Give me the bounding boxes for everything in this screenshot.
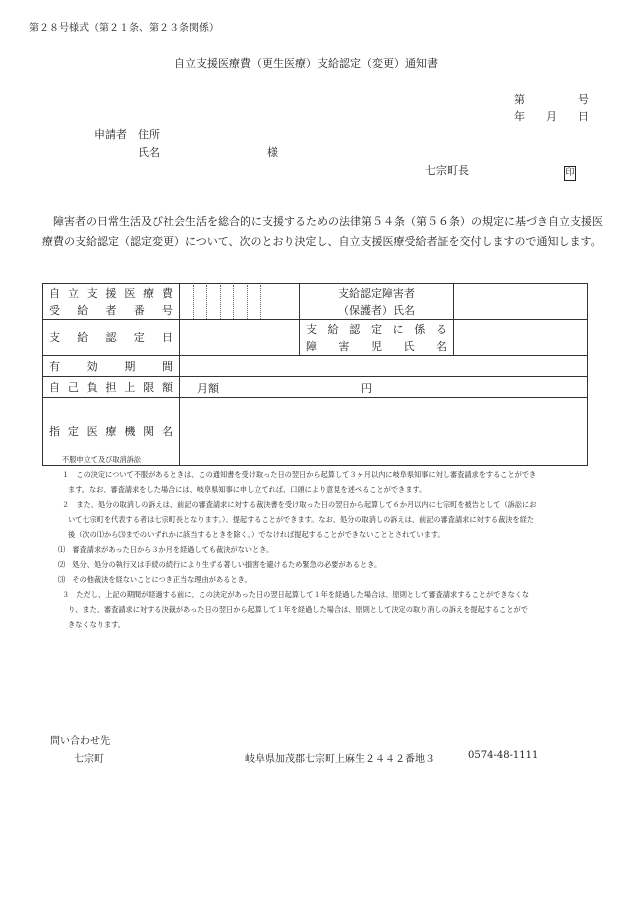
appeal-notes xyxy=(54,452,584,632)
child-name-label-1: 支給認定に係る xyxy=(306,322,447,336)
seal-mark xyxy=(564,160,576,181)
child-name-label-2: 障害児氏名 xyxy=(306,339,447,353)
address-label: 住所 xyxy=(138,128,160,141)
contact-address: 岐阜県加茂郡七宗町上麻生２４４２番地３ xyxy=(245,754,435,765)
date-day: 日 xyxy=(578,110,589,123)
yen-label: 円 xyxy=(361,382,372,395)
digit-box xyxy=(206,285,220,319)
digit-box xyxy=(220,285,234,319)
doc-no-suffix: 号 xyxy=(578,93,589,106)
notes-heading: 不服申立て及び取消訴訟 xyxy=(62,455,142,464)
form-number: 第２８号様式（第２１条、第２３条関係） xyxy=(29,23,219,34)
contact-heading: 問い合わせ先 xyxy=(50,736,110,747)
row-validity-period xyxy=(43,356,588,377)
digit-box xyxy=(233,285,247,319)
designated-institution-label: 指定医療機関名 xyxy=(43,398,180,466)
note-3-line-2: り、また、審査請求に対する決裁があった日の翌日から起算して１年を経過した場合は、原則として決定の取り消しの訴えを提起することがで xyxy=(68,605,528,614)
body-line-2: 療費の支給認定（認定変更）について、次のとおり決定し、自立支援医療受給者証を交付しますので通知します。 xyxy=(42,235,602,248)
recipient-number-value xyxy=(180,284,300,320)
body-line-1: 障害者の日常生活及び社会生活を総合的に支援するための法律第５４条（第５６条）の規定に基づき自立支援医 xyxy=(53,215,603,228)
note-1-line-2: ます。なお、審査請求をした場合には、岐阜県知事に申し立てれば、口頭により意見を述べることができます。 xyxy=(68,485,427,494)
digit-box xyxy=(180,285,193,319)
date-month: 月 xyxy=(546,110,557,123)
digit-box xyxy=(247,285,261,319)
certification-date-label: 支給認定日 xyxy=(43,320,180,356)
child-name-label xyxy=(300,320,454,356)
certified-person-label xyxy=(300,284,454,320)
doc-no-prefix: 第 xyxy=(514,93,525,106)
row-copay-limit xyxy=(43,377,588,398)
note-2-sub-1: ⑴ 審査請求があった日から３か月を経過しても裁決がないとき。 xyxy=(58,545,274,554)
note-2-line-2: いて七宗町を代表する者は七宗町長となります。）、提起することができます。なお、処分の取消しの訴えは、前記の審査請求に対する裁決を経た xyxy=(68,515,535,524)
contact-office: 七宗町 xyxy=(74,754,104,765)
name-label: 氏名 xyxy=(138,146,160,159)
certified-person-value xyxy=(454,284,588,320)
recipient-number-label-1: 自立支援医療費 xyxy=(49,286,173,300)
row-recipient-number xyxy=(43,284,588,320)
recipient-number-label xyxy=(43,284,180,320)
applicant-label: 申請者 xyxy=(94,128,127,141)
certification-date-value xyxy=(180,320,300,356)
copay-limit-value xyxy=(180,377,588,398)
validity-period-value xyxy=(180,356,588,377)
digit-box xyxy=(193,285,207,319)
issuer-name: 七宗町長 xyxy=(425,164,469,177)
note-2-sub-3: ⑶ その他裁決を経ないことにつき正当な理由があるとき。 xyxy=(58,575,252,584)
note-1-line-1: １ この決定について不服があるときは、この通知書を受け取った日の翌日から起算して３ヶ月以内に岐阜県知事に対し審査請求をすることができ xyxy=(62,470,537,479)
child-name-value xyxy=(454,320,588,356)
certified-person-label-2: （保護者）氏名 xyxy=(338,303,415,317)
note-2-line-1: ２ また、処分の取消しの訴えは、前記の審査請求に対する裁決書を受け取った日の翌日から起算して６か月以内に七宗町を被告として（訴訟にお xyxy=(62,500,537,509)
note-3-line-1: ３ ただし、上記の期間が経過する前に、この決定があった日の翌日起算して１年を経過した場合は、原則として審査請求することができなくな xyxy=(62,590,530,599)
certification-table xyxy=(42,283,588,466)
certified-person-label-1: 支給認定障害者 xyxy=(338,286,415,300)
seal-text: 印 xyxy=(564,166,576,181)
note-3-line-3: きなくなります。 xyxy=(68,620,125,629)
honorific: 様 xyxy=(267,146,278,159)
note-2-sub-2: ⑵ 処分、処分の執行又は手続の続行により生ずる著しい損害を避けるため緊急の必要があるとき。 xyxy=(58,560,382,569)
row-certification-date xyxy=(43,320,588,356)
note-2-line-3: 後（次の⑴から⑶までのいずれかに該当するときを除く。）でなければ提起することができないこととされています。 xyxy=(68,530,445,539)
digit-boxes xyxy=(180,285,274,319)
page-title: 自立支援医療費（更生医療）支給認定（変更）通知書 xyxy=(174,57,438,70)
validity-period-label: 有効期間 xyxy=(43,356,180,377)
copay-limit-label: 自己負担上限額 xyxy=(43,377,180,398)
date-year: 年 xyxy=(514,110,525,123)
monthly-label: 月額 xyxy=(197,382,219,395)
recipient-number-label-2: 受給者番号 xyxy=(49,303,173,317)
digit-box xyxy=(260,285,274,319)
contact-phone: 0574-48-1111 xyxy=(468,750,539,761)
